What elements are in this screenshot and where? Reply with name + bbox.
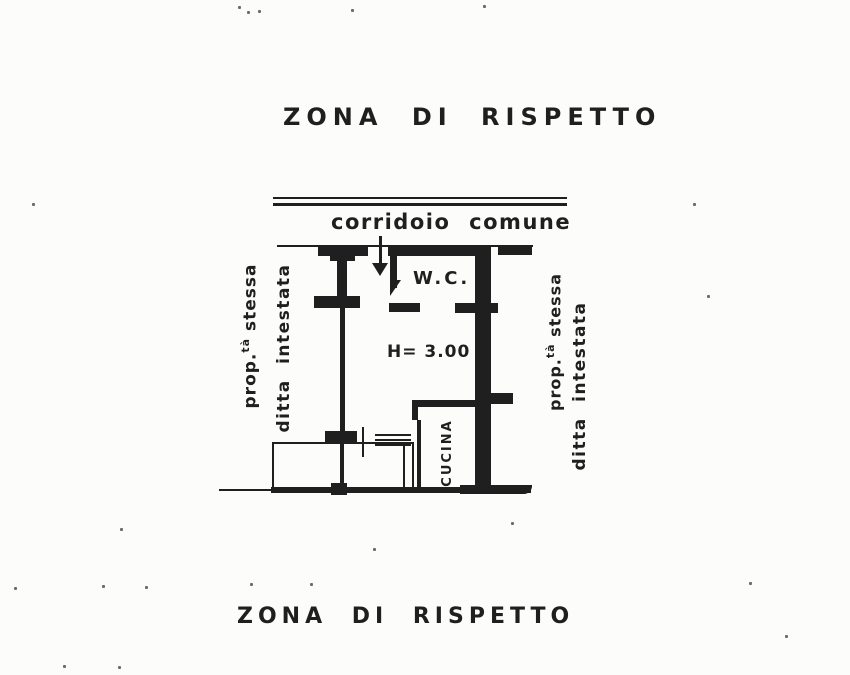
right-prop-prefix: prop. (545, 358, 565, 411)
scan-speck (145, 586, 148, 589)
wc-door-leaf (390, 280, 401, 296)
kitchen-left-wall (417, 420, 421, 490)
corridor-label: corridoio comune (331, 210, 572, 234)
left-wall-lower (340, 308, 345, 434)
scan-speck (247, 11, 250, 14)
entry-arrow-head (372, 263, 388, 276)
scan-speck (238, 6, 241, 9)
bottom-wall-thin-extension (219, 489, 273, 491)
corridor-lower-line (273, 203, 567, 206)
right-prop-rest: stessa (545, 273, 565, 344)
balcony-tick (362, 427, 364, 457)
scan-speck (118, 666, 121, 669)
balcony-rect (272, 442, 414, 492)
kitchen-top-wall-stub (412, 400, 418, 420)
scan-speck (749, 582, 752, 585)
scan-speck (693, 203, 696, 206)
right-ownership-line1 (543, 267, 565, 417)
left-ownership-line1 (239, 252, 261, 420)
left-wall-upper (337, 252, 347, 302)
entry-arrow-line (379, 236, 382, 266)
bottom-wall-right-thick (460, 485, 532, 494)
scan-speck (63, 665, 66, 668)
left-prop-prefix: prop. (240, 352, 261, 409)
left-prop-rest: stessa (240, 263, 261, 338)
left-ownership-line2: ditta intestata (274, 263, 294, 433)
scan-speck (511, 522, 514, 525)
kitchen-top-wall (412, 400, 476, 407)
right-prop-sup: tà (543, 343, 557, 359)
wc-bottom-wall-left (389, 303, 420, 312)
scan-speck (373, 548, 376, 551)
corridor-upper-line (273, 197, 567, 199)
top-title: ZONA DI RISPETTO (283, 103, 662, 131)
top-wall-segment-right (498, 247, 532, 255)
scan-speck (250, 583, 253, 586)
left-prop-sup: tà (239, 337, 253, 353)
scan-speck (785, 635, 788, 638)
kitchen-label: CUCINA (439, 419, 455, 487)
scan-speck (483, 5, 486, 8)
top-wall-segment-middle (388, 247, 488, 256)
left-wall-flange (314, 296, 360, 308)
scan-speck (310, 583, 313, 586)
scan-speck (14, 587, 17, 590)
wc-label: W.C. (413, 268, 471, 289)
scan-speck (120, 528, 123, 531)
bottom-title: ZONA DI RISPETTO (237, 604, 575, 629)
balcony-hatch (375, 434, 411, 447)
scan-speck (258, 10, 261, 13)
scan-speck (102, 585, 105, 588)
scan-speck (32, 203, 35, 206)
scan-speck (351, 9, 354, 12)
balcony-right-double-line (403, 443, 405, 488)
room-height-label: H= 3.00 (387, 342, 471, 362)
scan-speck (707, 295, 710, 298)
right-wall-flange (491, 393, 513, 404)
right-wall (475, 247, 491, 493)
right-ownership-line2: ditta intestata (570, 301, 590, 471)
